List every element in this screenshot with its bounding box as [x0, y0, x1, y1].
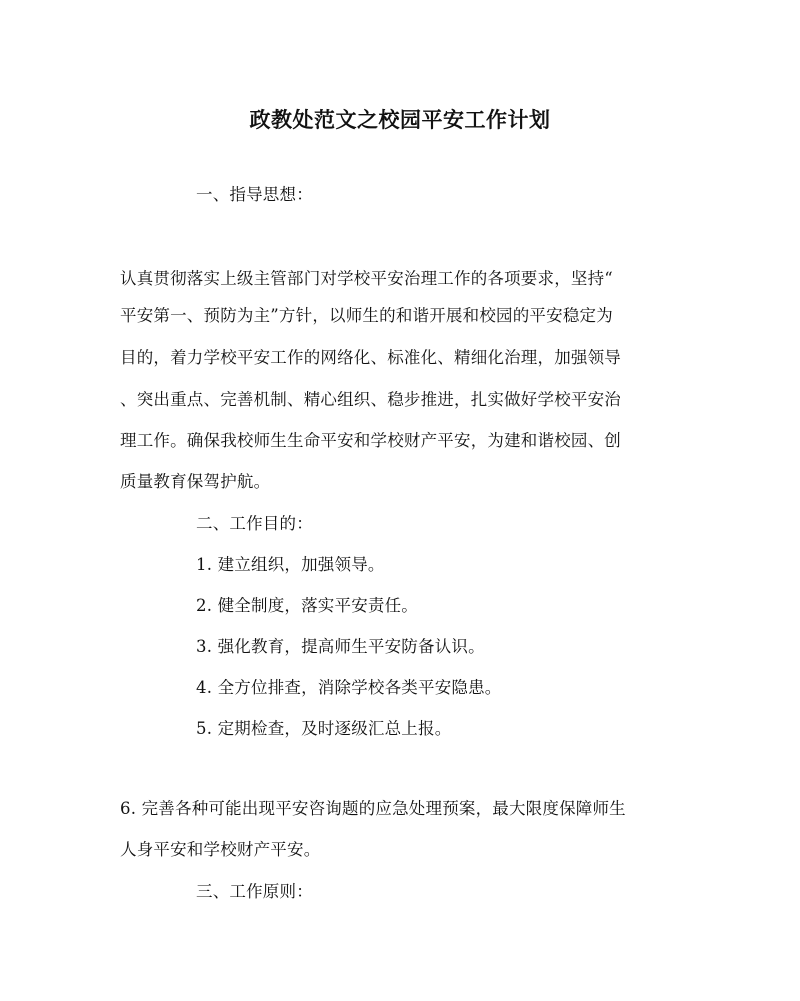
goal-item: 5. 定期检查，及时逐级汇总上报。	[196, 719, 452, 738]
goal-item: 1. 建立组织，加强领导。	[196, 555, 385, 574]
paragraph-line: 理工作。确保我校师生生命平安和学校财产平安，为建和谐校园、创	[120, 431, 621, 450]
paragraph-line: 、突出重点、完善机制、精心组织、稳步推进，扎实做好学校平安治	[120, 390, 621, 409]
section-heading-work-principles: 三、工作原则：	[196, 882, 313, 901]
goal-item-6-line: 6. 完善各种可能出现平安咨询题的应急处理预案，最大限度保障师生	[120, 799, 626, 818]
goal-item: 4. 全方位排查，消除学校各类平安隐患。	[196, 678, 502, 697]
section-heading-work-goals: 二、工作目的：	[196, 514, 313, 533]
paragraph-line: 质量教育保驾护航。	[120, 472, 271, 491]
goal-item: 3. 强化教育，提高师生平安防备认识。	[196, 637, 485, 656]
goal-item-6-line: 人身平安和学校财产平安。	[120, 840, 321, 859]
document-title: 政教处范文之校园平安工作计划	[249, 107, 551, 132]
paragraph-line: 平安第一、预防为主”方针，以师生的和谐开展和校园的平安稳定为	[120, 306, 613, 325]
goal-item: 2. 健全制度，落实平安责任。	[196, 596, 418, 615]
paragraph-line: 认真贯彻落实上级主管部门对学校平安治理工作的各项要求，坚持“	[120, 269, 613, 288]
section-heading-guiding-ideology: 一、指导思想：	[196, 185, 313, 204]
paragraph-line: 目的，着力学校平安工作的网络化、标准化、精细化治理，加强领导	[120, 348, 621, 367]
